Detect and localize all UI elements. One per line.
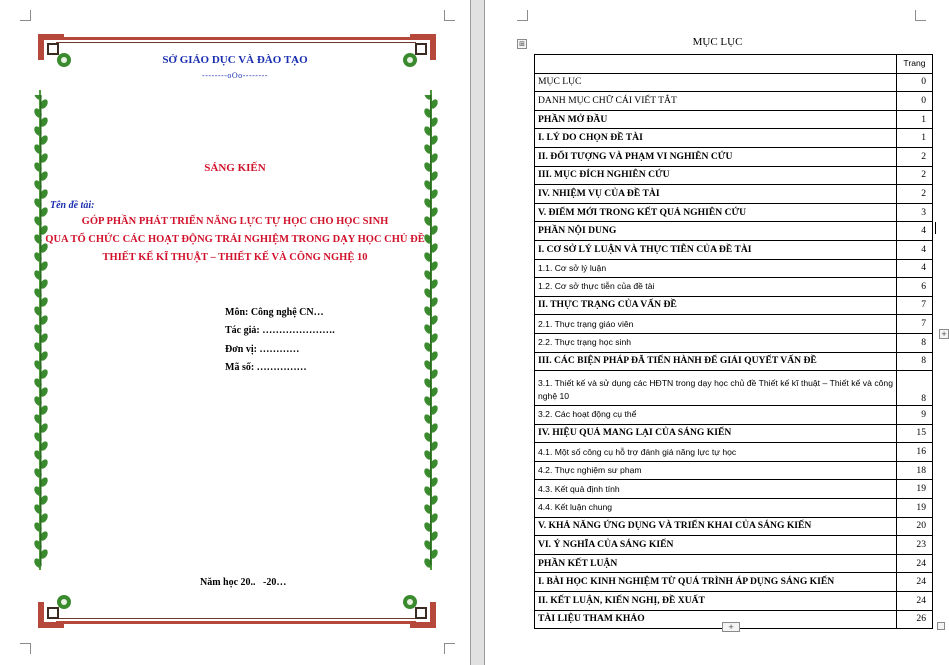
corner-ornament-bottom-left xyxy=(34,580,86,632)
toc-row[interactable] xyxy=(535,517,933,536)
toc-row[interactable] xyxy=(535,461,933,480)
toc-entry-page: 4 xyxy=(897,222,933,241)
toc-entry-page: 4 xyxy=(897,240,933,259)
toc-row[interactable] xyxy=(535,296,933,315)
toc-entry-page: 8 xyxy=(897,352,933,371)
toc-entry-text: 4.3. Kết quả định tính xyxy=(535,480,897,499)
title-line-1: GÓP PHẦN PHÁT TRIỂN NĂNG LỰC TỰ HỌC CHO HỌC SINH xyxy=(81,216,389,227)
toc-entry-text: DANH MỤC CHỮ CÁI VIẾT TẮT xyxy=(535,92,897,111)
code-field: Mã số: …………… xyxy=(225,362,307,373)
toc-entry-text: 1.1. Cơ sở lý luận xyxy=(535,259,897,278)
toc-entry-page: 0 xyxy=(897,92,933,111)
toc-entry-page: 24 xyxy=(897,592,933,611)
toc-entry-text: 4.1. Một số công cụ hỗ trợ đánh giá năng lực tự học xyxy=(535,443,897,462)
toc-row[interactable] xyxy=(535,73,933,92)
toc-row[interactable] xyxy=(535,185,933,204)
toc-entry-page: 7 xyxy=(897,296,933,315)
toc-entry-text: 1.2. Cơ sở thực tiễn của đề tài xyxy=(535,278,897,297)
crop-mark xyxy=(517,10,528,21)
toc-entry-text: PHẦN KẾT LUẬN xyxy=(535,554,897,573)
cover-page xyxy=(0,0,471,665)
title-line-3: THIẾT KẾ KĨ THUẬT – THIẾT KẾ VÀ CÔNG NGHỆ 10 xyxy=(102,252,368,263)
toc-row[interactable] xyxy=(535,222,933,241)
toc-entry-text: PHẦN NỘI DUNG xyxy=(535,222,897,241)
department-name: SỞ GIÁO DỤC VÀ ĐÀO TẠO xyxy=(162,54,308,66)
toc-row[interactable] xyxy=(535,592,933,611)
crop-mark xyxy=(20,10,31,21)
toc-entry-page: 24 xyxy=(897,554,933,573)
frame-bottom-inner xyxy=(56,618,416,619)
toc-entry-page: 23 xyxy=(897,536,933,555)
toc-page xyxy=(484,0,949,665)
document-type: SÁNG KIẾN xyxy=(204,162,266,174)
toc-header-blank xyxy=(535,55,897,74)
toc-entry-page: 8 xyxy=(897,371,933,406)
toc-entry-page: 24 xyxy=(897,573,933,592)
toc-entry-text: I. BÀI HỌC KINH NGHIỆM TỪ QUÁ TRÌNH ÁP DỤNG SÁNG KIẾN xyxy=(535,573,897,592)
toc-row[interactable] xyxy=(535,166,933,185)
toc-entry-page: 19 xyxy=(897,499,933,518)
toc-entry-text: III. CÁC BIỆN PHÁP ĐÃ TIẾN HÀNH ĐỂ GIẢI QUYẾT VẤN ĐỀ xyxy=(535,352,897,371)
toc-entry-text: 3.2. Các hoạt động cụ thể xyxy=(535,406,897,425)
toc-row[interactable] xyxy=(535,480,933,499)
toc-row[interactable] xyxy=(535,406,933,425)
toc-entry-page: 2 xyxy=(897,147,933,166)
toc-entry-text: II. THỰC TRẠNG CỦA VẤN ĐỀ xyxy=(535,296,897,315)
school-year: Năm học 20.. -20… xyxy=(200,577,287,588)
toc-entry-text: PHẦN MỞ ĐẦU xyxy=(535,110,897,129)
unit-field: Đơn vị: ………… xyxy=(225,344,300,355)
toc-entry-page: 6 xyxy=(897,278,933,297)
toc-entry-text: IV. NHIỆM VỤ CỦA ĐỀ TÀI xyxy=(535,185,897,204)
frame-top-inner xyxy=(56,42,416,43)
toc-entry-page: 3 xyxy=(897,203,933,222)
topic-label: Tên đề tài: xyxy=(50,200,95,211)
toc-row[interactable] xyxy=(535,129,933,148)
toc-entry-text: 2.2. Thực trạng học sinh xyxy=(535,333,897,352)
add-row-button[interactable]: + xyxy=(722,622,740,632)
toc-entry-text: 2.1. Thực trạng giáo viên xyxy=(535,315,897,334)
toc-row[interactable] xyxy=(535,278,933,297)
toc-entry-page: 2 xyxy=(897,166,933,185)
toc-entry-page: 7 xyxy=(897,315,933,334)
toc-row[interactable] xyxy=(535,499,933,518)
toc-entry-page: 4 xyxy=(897,259,933,278)
toc-entry-page: 19 xyxy=(897,480,933,499)
toc-page-column-header: Trang xyxy=(897,55,933,74)
toc-entry-page: 0 xyxy=(897,73,933,92)
toc-entry-text: V. KHẢ NĂNG ỨNG DỤNG VÀ TRIỂN KHAI CỦA SÁNG KIẾN xyxy=(535,517,897,536)
toc-entry-text: V. ĐIỂM MỚI TRONG KẾT QUẢ NGHIÊN CỨU xyxy=(535,203,897,222)
toc-entry-page: 8 xyxy=(897,333,933,352)
corner-ornament-bottom-right xyxy=(388,580,440,632)
toc-entry-page: 18 xyxy=(897,461,933,480)
toc-entry-text: MỤC LỤC xyxy=(535,73,897,92)
toc-entry-text: 4.4. Kết luận chung xyxy=(535,499,897,518)
department-ornament: --------oOo-------- xyxy=(202,71,268,80)
toc-entry-text: III. MỤC ĐÍCH NGHIÊN CỨU xyxy=(535,166,897,185)
toc-entry-page: 9 xyxy=(897,406,933,425)
toc-entry-text: I. CƠ SỞ LÝ LUẬN VÀ THỰC TIỄN CỦA ĐỀ TÀI xyxy=(535,240,897,259)
toc-row[interactable] xyxy=(535,573,933,592)
subject-field: Môn: Công nghệ CN… xyxy=(225,307,324,318)
table-move-handle[interactable]: ⊞ xyxy=(517,39,527,49)
toc-entry-text: I. LÝ DO CHỌN ĐỀ TÀI xyxy=(535,129,897,148)
toc-entry-text: II. ĐỐI TƯỢNG VÀ PHẠM VI NGHIÊN CỨU xyxy=(535,147,897,166)
crop-mark xyxy=(444,10,455,21)
toc-entry-page: 16 xyxy=(897,443,933,462)
toc-entry-page: 2 xyxy=(897,185,933,204)
toc-row[interactable] xyxy=(535,315,933,334)
toc-row[interactable] xyxy=(535,536,933,555)
add-column-button[interactable]: + xyxy=(939,329,949,339)
toc-row[interactable] xyxy=(535,554,933,573)
frame-bottom xyxy=(56,621,416,624)
toc-row[interactable] xyxy=(535,333,933,352)
toc-header-row xyxy=(535,55,933,74)
toc-row[interactable] xyxy=(535,110,933,129)
toc-row[interactable] xyxy=(535,203,933,222)
crop-mark xyxy=(20,643,31,654)
toc-entry-text: TÀI LIỆU THAM KHẢO xyxy=(535,610,897,629)
toc-entry-page: 20 xyxy=(897,517,933,536)
table-resize-handle[interactable] xyxy=(937,622,945,630)
author-field: Tác giả: …………………. xyxy=(225,325,335,336)
toc-row[interactable] xyxy=(535,424,933,443)
toc-row[interactable] xyxy=(535,443,933,462)
toc-entry-text: 4.2. Thực nghiệm sư phạm xyxy=(535,461,897,480)
text-cursor xyxy=(935,222,936,234)
toc-row[interactable] xyxy=(535,259,933,278)
toc-entry-text: VI. Ý NGHĨA CỦA SÁNG KIẾN xyxy=(535,536,897,555)
toc-entry-text: 3.1. Thiết kế và sử dụng các HĐTN trong dạy học chủ đề Thiết kế kĩ thuật – Thiết kế và công nghệ 10 xyxy=(535,371,897,406)
toc-row[interactable] xyxy=(535,240,933,259)
crop-mark xyxy=(915,10,926,21)
title-line-2: QUA TỔ CHỨC CÁC HOẠT ĐỘNG TRẢI NGHIỆM TRONG DẠY HỌC CHỦ ĐỀ xyxy=(45,234,425,245)
toc-row[interactable] xyxy=(535,147,933,166)
toc-table xyxy=(534,54,933,629)
toc-entry-page: 15 xyxy=(897,424,933,443)
toc-entry-text: II. KẾT LUẬN, KIẾN NGHỊ, ĐỀ XUẤT xyxy=(535,592,897,611)
toc-row[interactable] xyxy=(535,371,933,406)
toc-entry-text: IV. HIỆU QUẢ MANG LẠI CỦA SÁNG KIẾN xyxy=(535,424,897,443)
toc-heading: MỤC LỤC xyxy=(692,36,743,48)
frame-top xyxy=(56,37,416,40)
toc-entry-page: 26 xyxy=(897,610,933,629)
toc-entry-page: 1 xyxy=(897,110,933,129)
toc-row[interactable] xyxy=(535,92,933,111)
crop-mark xyxy=(444,643,455,654)
toc-entry-page: 1 xyxy=(897,129,933,148)
toc-row[interactable] xyxy=(535,352,933,371)
